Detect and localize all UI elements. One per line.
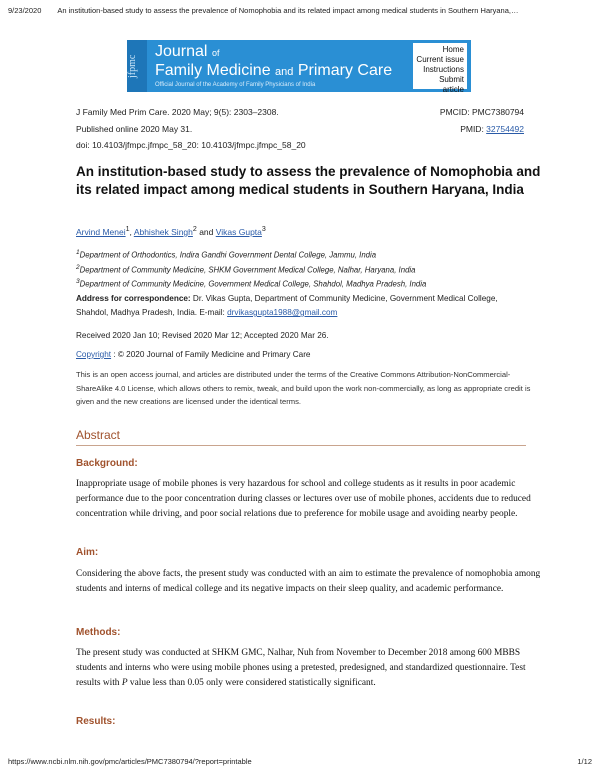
banner-journal-word: Journal	[155, 43, 208, 60]
citation-doi: doi: 10.4103/jfmpc.jfmpc_58_20: 10.4103/jfmpc.jfmpc_58_20	[76, 140, 306, 150]
author-sup-2: 2	[192, 225, 197, 233]
banner-subtitle: Official Journal of the Academy of Family Physicians of India	[155, 82, 316, 88]
affiliation-1-text: Department of Orthodontics, Indira Gandhi Government Dental College, Jammu, India	[79, 250, 377, 260]
print-date: 9/23/2020	[8, 6, 42, 15]
pmid-label: PMID:	[460, 124, 487, 134]
author-sup-1: 1	[125, 225, 130, 233]
abstract-heading: Abstract	[76, 428, 526, 446]
aim-text: Considering the above facts, the present study was conducted with an aim to estimate the prevalence of nomophobia among students and interns of medical college and its negative impacts on their sleep quality, and academic performance.	[76, 569, 541, 594]
license-text: This is an open access journal, and articles are distributed under the terms of the Creative Commons Attribution-NonCommercial-ShareAlike 4.0 License, which allows others to remix, tweak, and build upon the work non-commercially, as long as appropriate credit is given and the new creations are licensed under the identical terms.	[76, 370, 531, 406]
copyright-text: : © 2020 Journal of Family Medicine and Primary Care	[111, 350, 311, 359]
affiliation-3	[76, 278, 426, 289]
author-list	[76, 225, 266, 237]
affiliation-2-sup: 2	[76, 264, 80, 271]
affiliation-1	[76, 249, 376, 260]
footer-url: https://www.ncbi.nlm.nih.gov/pmc/articles/PMC7380794/?report=printable	[8, 757, 252, 766]
menu-instructions[interactable]: Instructions	[423, 65, 464, 74]
footer-page: 1/12	[577, 757, 592, 766]
article-title: An institution-based study to assess the prevalence of Nomophobia and its related impact among medical students in Southern Haryana, India	[76, 164, 541, 197]
methods-text-2: value less than 0.05 only were considered statistically significant.	[127, 678, 376, 688]
affiliation-2	[76, 264, 415, 275]
menu-home[interactable]: Home	[442, 45, 464, 54]
methods-heading: Methods:	[76, 627, 121, 638]
banner-menu	[413, 43, 467, 94]
banner-and-word: and	[275, 66, 294, 78]
methods-p: P	[121, 678, 128, 688]
banner-family: Family Medicine	[155, 62, 271, 79]
menu-current-issue[interactable]: Current issue	[416, 55, 464, 64]
author-link-1[interactable]: Arvind Menei	[76, 226, 126, 237]
affiliation-3-text: Department of Community Medicine, Government Medical College, Shahdol, Madhya Pradesh, India	[79, 279, 427, 289]
aim-heading: Aim:	[76, 547, 99, 558]
author-sup-3: 3	[261, 225, 266, 233]
copyright	[76, 350, 310, 359]
author-sep-1: ,	[129, 226, 134, 237]
author-sep-2: and	[196, 226, 216, 237]
affiliation-1-sup: 1	[76, 249, 80, 256]
citation-journal: J Family Med Prim Care. 2020 May; 9(5): 2303–2308.	[76, 107, 279, 117]
affiliation-2-text: Department of Community Medicine, SHKM Government Medical College, Nalhar, Haryana, India	[79, 265, 416, 275]
correspondence-label: Address for correspondence:	[76, 294, 191, 303]
menu-submit-article[interactable]: Submit article	[439, 75, 464, 94]
copyright-link[interactable]: Copyright	[76, 350, 112, 359]
results-heading: Results:	[76, 716, 116, 727]
author-link-2[interactable]: Abhishek Singh	[133, 226, 193, 237]
citation-pmcid: PMCID: PMC7380794	[439, 107, 524, 117]
affiliation-3-sup: 3	[76, 278, 80, 285]
author-link-3[interactable]: Vikas Gupta	[215, 226, 262, 237]
pmid-link[interactable]: 32754492	[486, 124, 524, 134]
correspondence-text: Dr. Vikas Gupta, Department of Community Medicine, Government Medical College, Shahdol, Madhya Pradesh, India. E-mail:	[76, 294, 498, 317]
article-dates: Received 2020 Jan 10; Revised 2020 Mar 12; Accepted 2020 Mar 26.	[76, 331, 329, 340]
correspondence	[76, 292, 526, 320]
print-header	[8, 6, 592, 15]
methods-text-1: The present study was conducted at SHKM GMC, Nalhar, Nuh from November to December 2018 among 600 MBBS students and interns who were using mobile phones using a pretested, predesigned, and standardized questionnaire. Test results with	[76, 648, 526, 688]
citation-published: Published online 2020 May 31.	[76, 124, 193, 134]
citation-pmid	[460, 124, 524, 134]
journal-banner[interactable]	[127, 40, 471, 92]
banner-of-word: of	[211, 48, 220, 58]
print-title: An institution-based study to assess the prevalence of Nomophobia and its related impact among medical students in Southern Haryana,…	[57, 6, 519, 15]
background-text: Inappropriate usage of mobile phones is very hazardous for school and college students as it results in poor academic performance due to the poor concentration during classes or lectures over use of mobile phones, accidents due to reduced concentration while driving, and poor social relations due to preference for mobile usage and avoiding nearby people.	[76, 479, 531, 519]
correspondence-email[interactable]: drvikasgupta1988@gmail.com	[227, 308, 338, 317]
banner-side-logo: jfpmc	[127, 40, 147, 92]
background-heading: Background:	[76, 458, 138, 469]
banner-primary: Primary Care	[297, 62, 393, 79]
methods-text	[76, 646, 546, 691]
